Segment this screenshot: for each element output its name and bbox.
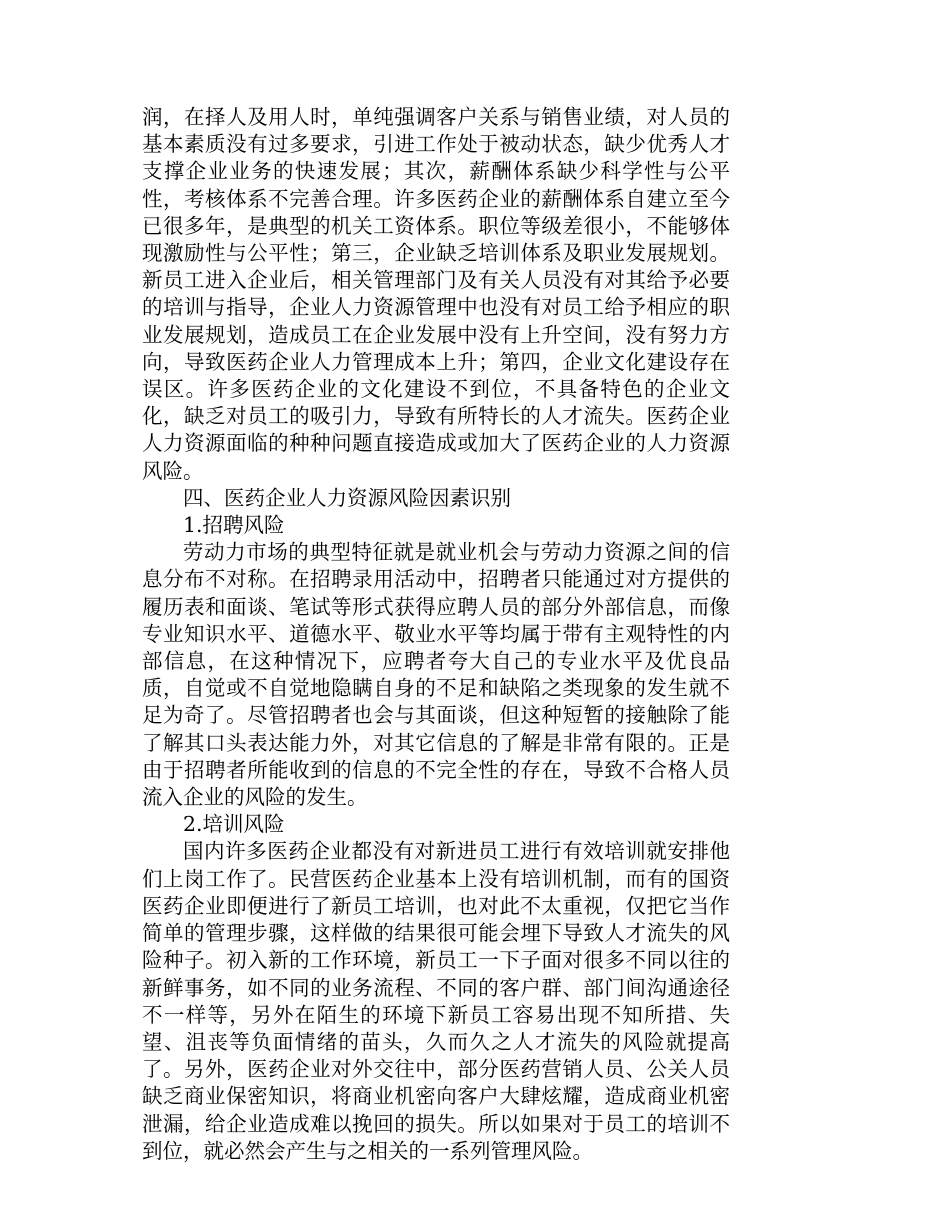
paragraph-recruitment: 劳动力市场的典型特征就是就业机会与劳动力资源之间的信息分布不对称。在招聘录用活动中，招聘者只能通过对方提供的履历表和面谈、笔试等形式获得应聘人员的部分外部信息，而像专业知识水平、道德水平、敬业水平等均属于带有主观特性的内部信息，在这种情况下，应聘者夸大自己的专业水平及优良品质，自觉或不自觉地隐瞒自身的不足和缺陷之类现象的发生就不足为奇了。尽管招聘者也会与其面谈，但这种短暂的接触除了能了解其口头表达能力外，对其它信息的了解是非常有限的。正是由于招聘者所能收到的信息的不完全性的存在，导致不合格人员流入企业的风险的发生。 bbox=[142, 540, 730, 810]
paragraph-training: 国内许多医药企业都没有对新进员工进行有效培训就安排他们上岗工作了。民营医药企业基本上没有培训机制，而有的国资医药企业即便进行了新员工培训，也对此不太重视，仅把它当作简单的管理步骤，这样做的结果很可能会埋下导致人才流失的风险种子。初入新的工作环境，新员工一下子面对很多不同以往的新鲜事务，如不同的业务流程、不同的客户群、部门间沟通途径不一样等，另外在陌生的环境下新员工容易出现不知所措、失望、沮丧等负面情绪的苗头，久而久之人才流失的风险就提高了。另外，医药企业对外交往中，部分医药营销人员、公关人员缺乏商业保密知识，将商业机密向客户大肆炫耀，造成商业机密泄漏，给企业造成难以挽回的损失。所以如果对于员工的培训不到位，就必然会产生与之相关的一系列管理风险。 bbox=[142, 839, 730, 1163]
subsection-heading-recruitment: 1.招聘风险 bbox=[183, 513, 285, 538]
section-heading: 四、医药企业人力资源风险因素识别 bbox=[183, 485, 511, 510]
paragraph-continued: 润，在择人及用人时，单纯强调客户关系与销售业绩，对人员的基本素质没有过多要求，引进工作处于被动状态，缺少优秀人才支撑企业业务的快速发展；其次，薪酬体系缺少科学性与公平性，考核体系不完善合理。许多医药企业的薪酬体系自建立至今已很多年，是典型的机关工资体系。职位等级差很小，不能够体现激励性与公平性；第三，企业缺乏培训体系及职业发展规划。新员工进入企业后，相关管理部门及有关人员没有对其给予必要的培训与指导，企业人力资源管理中也没有对员工给予相应的职业发展规划，造成员工在企业发展中没有上升空间，没有努力方向，导致医药企业人力管理成本上升；第四，企业文化建设存在误区。许多医药企业的文化建设不到位，不具备特色的企业文化，缺乏对员工的吸引力，导致有所特长的人才流失。医药企业人力资源面临的种种问题直接造成或加大了医药企业的人力资源风险。 bbox=[142, 105, 730, 483]
subsection-heading-training: 2.培训风险 bbox=[183, 812, 285, 837]
document-page bbox=[142, 104, 730, 1165]
